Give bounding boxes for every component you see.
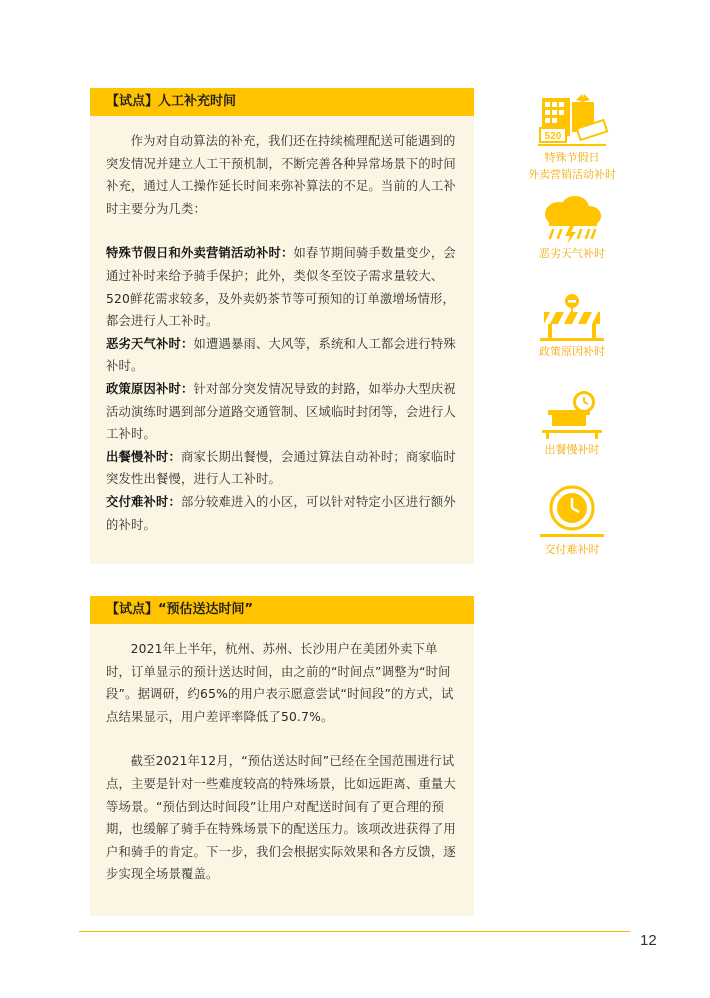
item-term: 特殊节假日和外卖营销活动补时： [106,246,294,261]
icon-policy [502,292,642,359]
item-text: 商家长期出餐慢，会通过算法自动补时；商家临时突发性出餐慢，进行人工补时。 [106,449,456,487]
delivery-clock-icon [536,484,608,540]
box-title: 【试点】“预估送达时间” [90,596,474,624]
icon-label: 出餐慢补时 [544,443,600,456]
icon-slow-serving [502,388,642,457]
calendar-520-text: 520 [544,131,562,142]
item-text: 如春节期间骑手数量变少，会通过补时来给予骑手保护；此外，类似冬至饺子需求量较大、520鲜花需求较多，及外卖奶茶节等可预知的订单激增场情形，都会进行人工补时。 [106,246,456,329]
icon-label: 外卖营销活动补时 [528,168,616,181]
list-item [106,491,458,536]
manual-time-box [90,88,474,564]
item-text: 针对部分突发情况导致的封路，如举办大型庆祝活动演练时遇到部分道路交通管制、区域临时封闭等，会进行人工补时。 [106,381,456,442]
road-barrier-icon [536,292,608,342]
box-body [90,624,474,886]
item-text: 部分较难进入的小区，可以针对特定小区进行额外的补时。 [106,494,456,532]
intro-paragraph: 作为对自动算法的补充，我们还在持续梳理配送可能遇到的突发情况并建立人工干预机制，不断完善各种异常场景下的时间补充，通过人工操作延长时间来弥补算法的不足。当前的人工补时主要分为几类： [106,134,456,216]
box-body [90,116,474,536]
paragraph: 2021年上半年，杭州、苏州、长沙用户在美团外卖下单时，订单显示的预计送达时间，由之前的“时间点”调整为“时间段”。据调研，约65%的用户表示愿意尝试“时间段”的方式，试点结果显示，用户差评率降低了50.7%。 [106,642,454,724]
list-item [106,378,458,446]
slow-serving-icon [536,388,608,440]
icon-holiday [502,94,642,182]
list-item [106,446,458,491]
calendar-gift-icon [532,94,612,148]
estimated-delivery-box [90,596,474,916]
paragraph: 截至2021年12月，“预估送达时间”已经在全国范围进行试点，主要是针对一些难度较高的特殊场景，比如远距离、重量大等场景。“预估到达时间段”让用户对配送时间有了更合理的预期，也缓解了骑手在特殊场景下的配送压力。该项改进获得了用户和骑手的肯定。下一步，我们会根据实际效果和各方反馈，逐步实现全场景覆盖。 [106,754,456,882]
icon-weather [502,196,642,261]
footer-divider [79,931,630,932]
icon-label: 交付难补时 [544,543,600,556]
page-number: 12 [640,932,657,949]
item-term: 出餐慢补时： [106,449,181,464]
item-term: 恶劣天气补时： [106,336,194,351]
item-text: 如遭遇暴雨、大风等，系统和人工都会进行特殊补时。 [106,336,456,374]
icon-delivery [502,484,642,557]
list-item [106,333,458,378]
list-item [106,242,458,332]
item-term: 政策原因补时： [106,381,194,396]
storm-cloud-icon [537,196,607,244]
item-term: 交付难补时： [106,494,181,509]
icon-label: 特殊节假日 [544,151,600,164]
icon-label: 恶劣天气补时 [539,247,605,260]
icon-label: 政策原因补时 [539,345,605,358]
box-title: 【试点】人工补充时间 [90,88,474,116]
